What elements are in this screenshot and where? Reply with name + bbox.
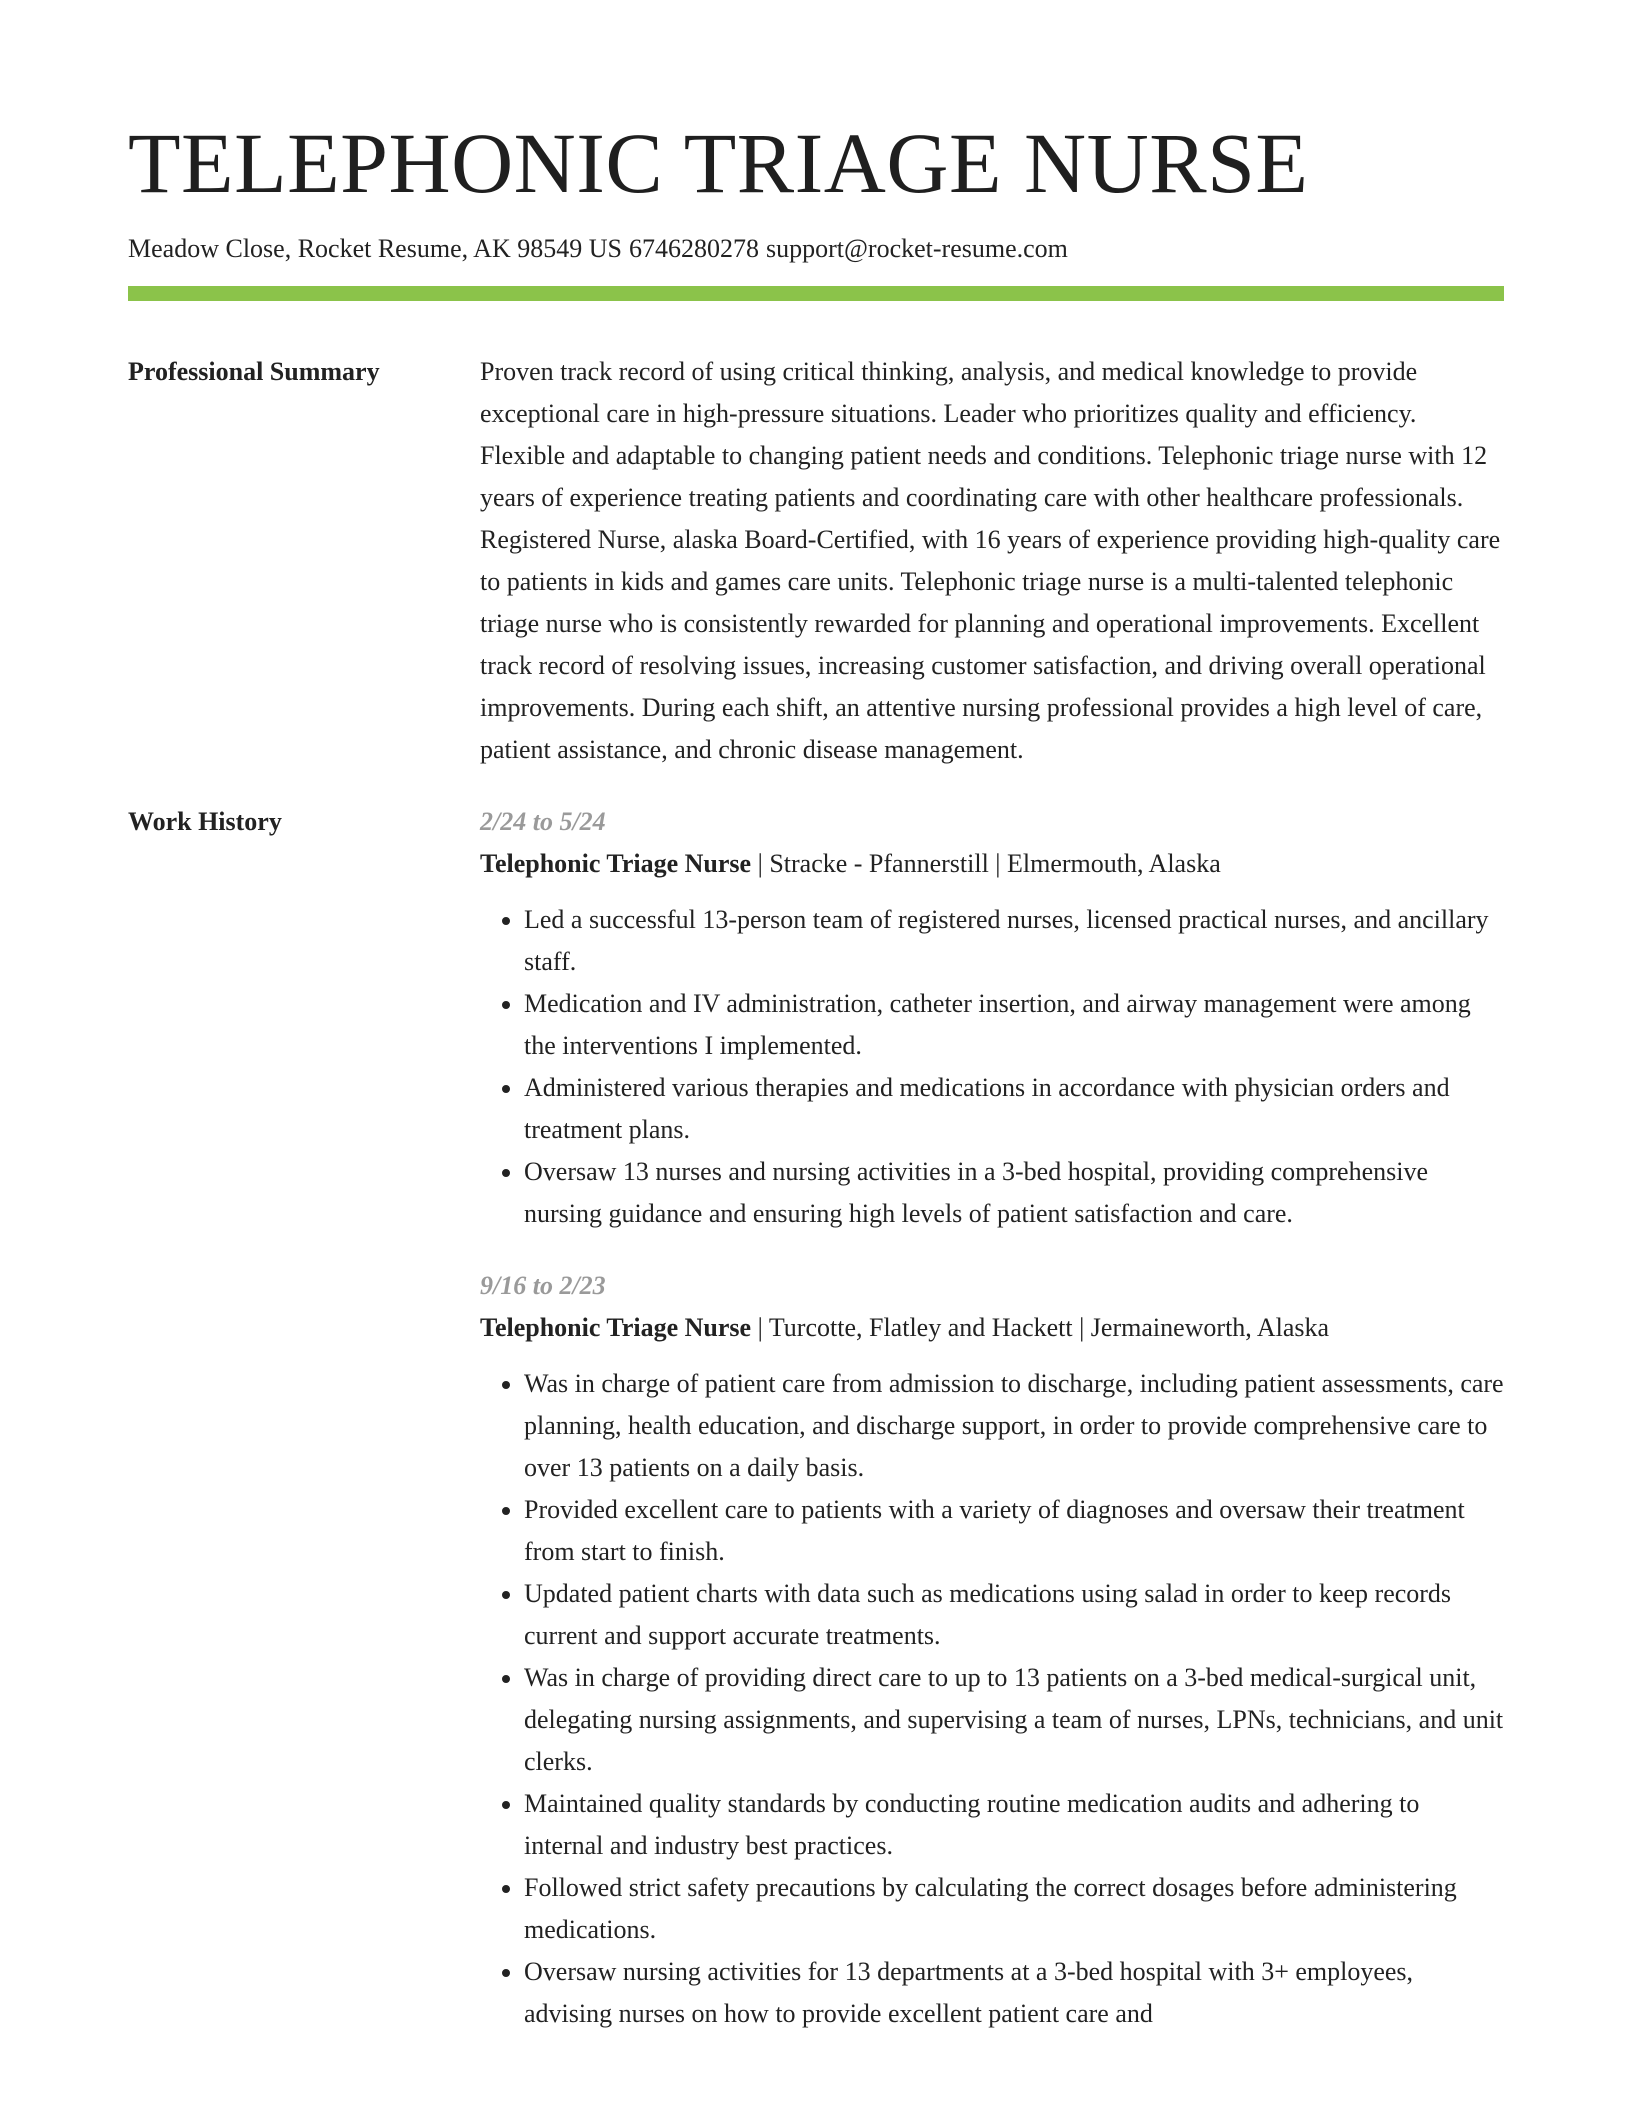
job-title-line: [480, 1307, 1504, 1349]
contact-email: support@rocket-resume.com: [765, 234, 1068, 263]
work-history-label: Work History: [128, 806, 282, 836]
job-entry: [480, 801, 1504, 1235]
contact-address: Meadow Close, Rocket Resume, AK 98549 US: [128, 234, 622, 263]
job-dates: 2/24 to 5/24: [480, 806, 606, 836]
contact-phone: 6746280278: [628, 234, 759, 263]
summary-section: [128, 351, 1504, 771]
job-title: Telephonic Triage Nurse: [480, 848, 752, 878]
header-divider: [128, 286, 1504, 301]
job-duty: • Was in charge of providing direct care to up to 13 patients on a 3-bed medical-surgical unit, delegating nursing assignments, and supervising a team of nurses, LPNs, technicians, and unit clerks.: [524, 1657, 1504, 1783]
work-history-body: [480, 801, 1504, 2035]
job-title-line: [480, 843, 1504, 885]
job-dates: 9/16 to 2/23: [480, 1270, 606, 1300]
summary-label: Professional Summary: [128, 356, 380, 386]
job-duty: • Administered various therapies and medications in accordance with physician orders and treatment plans.: [524, 1067, 1504, 1151]
job-duties-list: [480, 899, 1504, 1235]
job-duty: • Oversaw 13 nurses and nursing activities in a 3-bed hospital, providing comprehensive nursing guidance and ensuring high levels of patient satisfaction and care.: [524, 1151, 1504, 1235]
job-duty: • Was in charge of patient care from admission to discharge, including patient assessments, care planning, health education, and discharge support, in order to provide comprehensive care to over 13 patients on a daily basis.: [524, 1363, 1504, 1489]
summary-body: [480, 351, 1504, 771]
job-duty: • Led a successful 13-person team of registered nurses, licensed practical nurses, and ancillary staff.: [524, 899, 1504, 983]
summary-text: Proven track record of using critical thinking, analysis, and medical knowledge to provide exceptional care in high-pressure situations. Leader who prioritizes quality and efficiency. Flexible and adaptable to changing patient needs and conditions. Telephonic triage nurse with 12 years of experience treating patients and coordinating care with other healthcare professionals. Registered Nurse, alaska Board-Certified, with 16 years of experience providing high-quality care to patients in kids and games care units. Telephonic triage nurse is a multi-talented telephonic triage nurse who is consistently rewarded for planning and operational improvements. Excellent track record of resolving issues, increasing customer satisfaction, and driving overall operational improvements. During each shift, an attentive nursing professional provides a high level of care, patient assistance, and chronic disease management.: [480, 356, 1501, 764]
job-separator: |: [757, 1312, 769, 1342]
job-entry: [480, 1265, 1504, 2035]
job-duty: • Provided excellent care to patients with a variety of diagnoses and oversaw their treatment from start to finish.: [524, 1489, 1504, 1573]
job-duties-list: [480, 1363, 1504, 2035]
job-details: Stracke - Pfannerstill | Elmermouth, Alaska: [769, 848, 1221, 878]
job-duty: • Medication and IV administration, catheter insertion, and airway management were among the interventions I implemented.: [524, 983, 1504, 1067]
job-duty: • Followed strict safety precautions by calculating the correct dosages before administering medications.: [524, 1867, 1504, 1951]
job-separator: |: [757, 848, 770, 878]
job-duty: • Updated patient charts with data such as medications using salad in order to keep records current and support accurate treatments.: [524, 1573, 1504, 1657]
job-duty: • Maintained quality standards by conducting routine medication audits and adhering to internal and industry best practices.: [524, 1783, 1504, 1867]
contact-line: [128, 232, 1504, 266]
job-duty: • Oversaw nursing activities for 13 departments at a 3-bed hospital with 3+ employees, advising nurses on how to provide excellent patient care and: [524, 1951, 1504, 2035]
job-details: Turcotte, Flatley and Hackett | Jermaineworth, Alaska: [768, 1312, 1330, 1342]
job-title: Telephonic Triage Nurse: [480, 1312, 752, 1342]
work-history-section: [128, 801, 1504, 2035]
resume-name: TELEPHONIC TRIAGE NURSE: [128, 115, 1309, 211]
